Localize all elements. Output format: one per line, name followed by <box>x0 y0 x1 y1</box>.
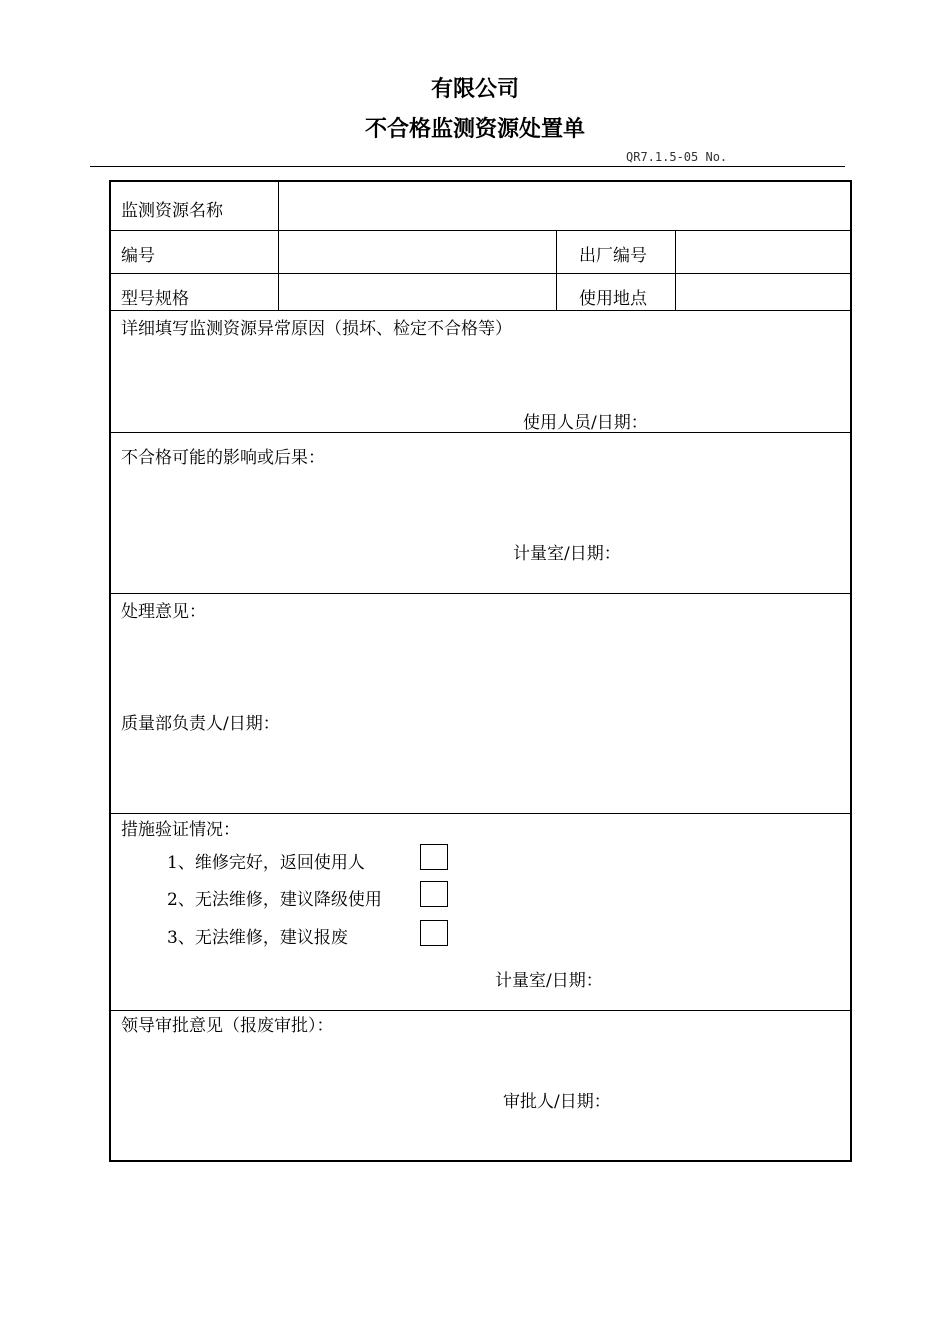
row-number <box>111 231 850 274</box>
form-title: 不合格监测资源处置单 <box>364 117 585 142</box>
approval-section[interactable] <box>111 1011 850 1160</box>
factory-number-field[interactable] <box>675 231 850 273</box>
number-label-cell <box>111 231 278 273</box>
anomaly-signature-label: 使用人员/日期： <box>523 413 648 433</box>
number-label: 编号 <box>121 246 155 266</box>
handling-label: 处理意见： <box>121 602 206 622</box>
impact-section[interactable] <box>111 433 850 594</box>
resource-name-label: 监测资源名称 <box>121 201 223 221</box>
location-field[interactable] <box>675 274 850 310</box>
option-downgrade-checkbox[interactable] <box>420 881 448 907</box>
resource-name-field[interactable] <box>278 182 850 230</box>
model-label: 型号规格 <box>121 289 189 309</box>
header-divider <box>90 166 845 167</box>
option-scrap-checkbox[interactable] <box>420 920 448 946</box>
number-field[interactable] <box>278 231 556 273</box>
location-label-cell <box>556 274 675 310</box>
location-label: 使用地点 <box>579 289 647 309</box>
option-repair-checkbox[interactable] <box>420 844 448 870</box>
factory-number-label-cell <box>556 231 675 273</box>
verification-signature-label: 计量室/日期： <box>495 971 603 991</box>
impact-signature-label: 计量室/日期： <box>513 544 621 564</box>
model-label-cell <box>111 274 278 310</box>
approval-signature-label: 审批人/日期： <box>503 1092 611 1112</box>
document-code: QR7.1.5-05 No. <box>626 150 728 164</box>
anomaly-section[interactable] <box>111 311 850 433</box>
verification-label: 措施验证情况： <box>121 820 240 840</box>
impact-label: 不合格可能的影响或后果： <box>121 448 325 468</box>
disposal-form-table <box>109 180 852 1162</box>
verification-section <box>111 814 850 1011</box>
handling-section[interactable] <box>111 594 850 814</box>
company-name: 有限公司 <box>430 77 519 102</box>
approval-label: 领导审批意见（报废审批）： <box>121 1016 334 1036</box>
model-field[interactable] <box>278 274 556 310</box>
option-repair-label: 1、维修完好，返回使用人 <box>167 853 365 873</box>
handling-signature-label: 质量部负责人/日期： <box>121 714 280 734</box>
resource-name-label-cell <box>111 182 278 230</box>
anomaly-label: 详细填写监测资源异常原因（损坏、检定不合格等） <box>121 319 512 339</box>
option-scrap-label: 3、无法维修，建议报废 <box>167 928 348 948</box>
row-resource-name <box>111 182 850 231</box>
row-model <box>111 274 850 311</box>
factory-number-label: 出厂编号 <box>579 246 647 266</box>
option-downgrade-label: 2、无法维修，建议降级使用 <box>167 890 382 910</box>
